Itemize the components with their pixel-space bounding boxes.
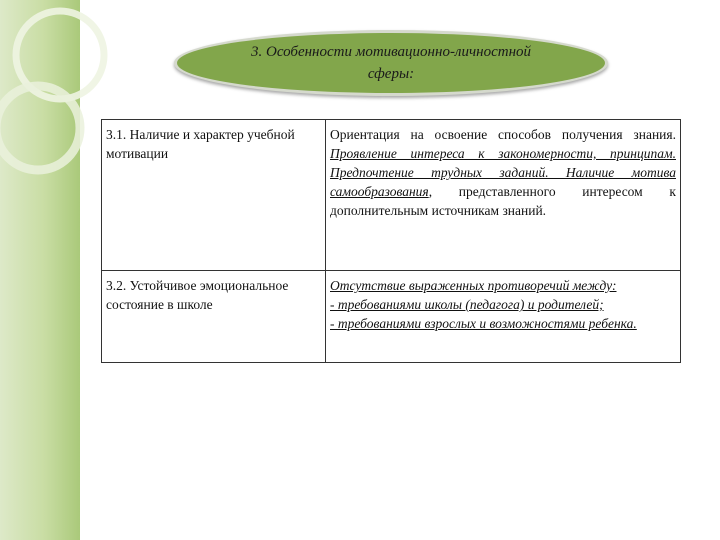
row-label: 3.1. Наличие и характер учебной мотивации bbox=[102, 120, 326, 271]
desc-underlined-text: - требованиями взрослых и возможностями ребенка. bbox=[330, 316, 637, 331]
desc-underlined-text: Проявление интереса к закономерности, принципам. bbox=[330, 146, 676, 161]
desc-underlined-text: Предпочтение трудных заданий. Наличие мотива самообразования bbox=[330, 165, 676, 199]
row-label: 3.2. Устойчивое эмоциональное состояние в школе bbox=[102, 271, 326, 363]
desc-underlined-text: - требованиями школы (педагога) и родителей; bbox=[330, 297, 604, 312]
desc-text: Ориентация на освоение способов получения знания. bbox=[330, 127, 676, 142]
table-row bbox=[102, 120, 681, 271]
table-row bbox=[102, 271, 681, 363]
desc-text: , представленного интересом к дополнительным источникам знаний. bbox=[330, 184, 676, 218]
row-description bbox=[326, 271, 681, 363]
slide-title: 3. Особенности мотивационно-личностной сферы: bbox=[251, 44, 532, 82]
row-description bbox=[326, 120, 681, 271]
title-oval bbox=[174, 30, 608, 96]
motivation-table bbox=[101, 119, 681, 363]
desc-underlined-text: Отсутствие выраженных противоречий между: bbox=[330, 278, 617, 293]
